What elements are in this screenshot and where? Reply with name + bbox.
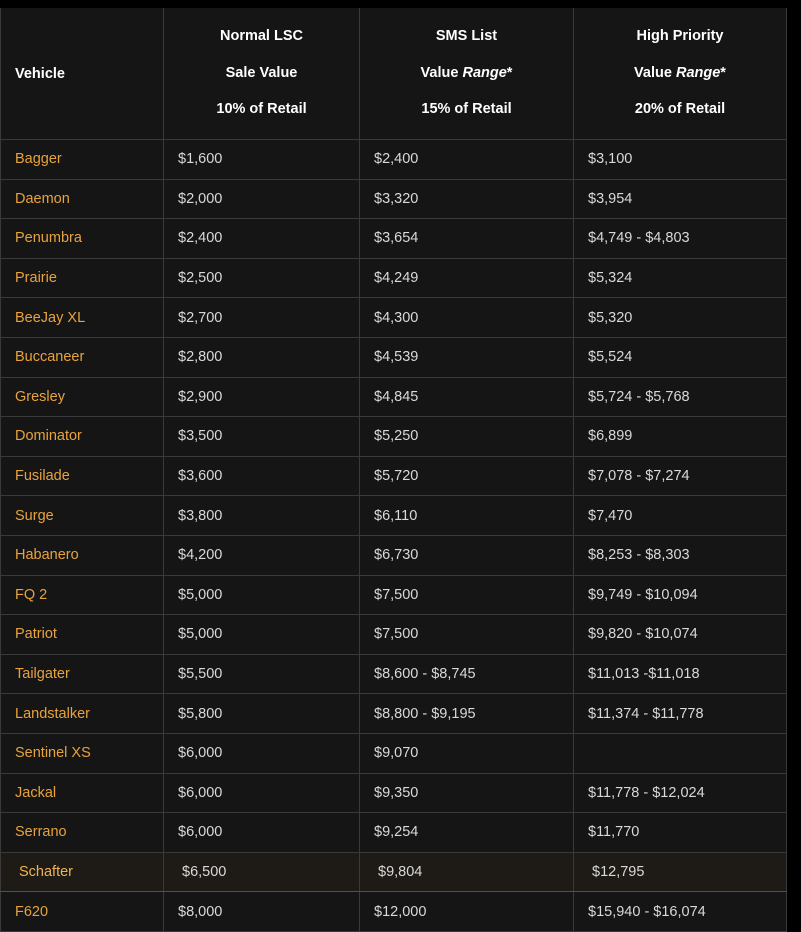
column-header-vehicle — [1, 8, 164, 140]
cell-high-priority-value: $6,899 — [574, 417, 787, 457]
cell-high-priority-value: $5,320 — [574, 298, 787, 338]
cell-high-priority-value: $5,524 — [574, 337, 787, 377]
cell-sms-list-value: $7,500 — [360, 615, 574, 655]
cell-sms-list-value: $4,300 — [360, 298, 574, 338]
cell-vehicle-name: Daemon — [1, 179, 164, 219]
cell-sms-list-value: $5,250 — [360, 417, 574, 457]
column-header-sms-list-line3: 15% of Retail — [421, 101, 512, 118]
cell-sms-list-value: $8,800 - $9,195 — [360, 694, 574, 734]
cell-sms-list-value: $3,654 — [360, 219, 574, 259]
cell-normal-lsc-value: $2,400 — [164, 219, 360, 259]
cell-vehicle-name: BeeJay XL — [1, 298, 164, 338]
table-row — [1, 654, 787, 694]
cell-vehicle-name: Dominator — [1, 417, 164, 457]
cell-high-priority-value: $3,954 — [574, 179, 787, 219]
cell-high-priority-value: $12,795 — [574, 852, 787, 892]
cell-high-priority-value: $9,749 - $10,094 — [574, 575, 787, 615]
cell-sms-list-value: $5,720 — [360, 456, 574, 496]
cell-normal-lsc-value: $2,500 — [164, 258, 360, 298]
vehicle-value-table-container — [0, 8, 786, 932]
cell-vehicle-name: Buccaneer — [1, 337, 164, 377]
cell-normal-lsc-value: $2,800 — [164, 337, 360, 377]
cell-normal-lsc-value: $2,700 — [164, 298, 360, 338]
table-row — [1, 852, 787, 892]
column-header-normal-lsc — [164, 8, 360, 140]
table-row — [1, 298, 787, 338]
cell-sms-list-value: $2,400 — [360, 140, 574, 180]
cell-sms-list-value: $6,110 — [360, 496, 574, 536]
cell-vehicle-name: Tailgater — [1, 654, 164, 694]
cell-normal-lsc-value: $5,000 — [164, 575, 360, 615]
cell-high-priority-value: $5,724 - $5,768 — [574, 377, 787, 417]
cell-normal-lsc-value: $6,500 — [164, 852, 360, 892]
column-header-normal-lsc-line1: Normal LSC — [220, 27, 303, 44]
cell-normal-lsc-value: $1,600 — [164, 140, 360, 180]
column-header-high-priority — [574, 8, 787, 140]
table-row — [1, 258, 787, 298]
cell-vehicle-name: Bagger — [1, 140, 164, 180]
table-row — [1, 219, 787, 259]
table-row — [1, 733, 787, 773]
cell-vehicle-name: Gresley — [1, 377, 164, 417]
cell-normal-lsc-value: $8,000 — [164, 892, 360, 932]
cell-normal-lsc-value: $4,200 — [164, 535, 360, 575]
table-body — [1, 140, 787, 932]
table-row — [1, 773, 787, 813]
cell-vehicle-name: Schafter — [1, 852, 164, 892]
cell-high-priority-value — [574, 733, 787, 773]
cell-sms-list-value: $8,600 - $8,745 — [360, 654, 574, 694]
cell-sms-list-value: $9,070 — [360, 733, 574, 773]
table-row — [1, 417, 787, 457]
cell-normal-lsc-value: $5,500 — [164, 654, 360, 694]
cell-vehicle-name: Serrano — [1, 813, 164, 853]
cell-normal-lsc-value: $5,800 — [164, 694, 360, 734]
cell-high-priority-value: $11,013 -$11,018 — [574, 654, 787, 694]
cell-normal-lsc-value: $6,000 — [164, 773, 360, 813]
cell-vehicle-name: FQ 2 — [1, 575, 164, 615]
cell-high-priority-value: $7,078 - $7,274 — [574, 456, 787, 496]
cell-sms-list-value: $7,500 — [360, 575, 574, 615]
column-header-vehicle-label: Vehicle — [15, 65, 65, 82]
cell-vehicle-name: Landstalker — [1, 694, 164, 734]
cell-high-priority-value: $11,770 — [574, 813, 787, 853]
table-row — [1, 179, 787, 219]
cell-sms-list-value: $12,000 — [360, 892, 574, 932]
table-row — [1, 575, 787, 615]
table-row — [1, 456, 787, 496]
cell-normal-lsc-value: $2,000 — [164, 179, 360, 219]
cell-sms-list-value: $9,254 — [360, 813, 574, 853]
cell-normal-lsc-value: $3,500 — [164, 417, 360, 457]
cell-vehicle-name: Habanero — [1, 535, 164, 575]
column-header-normal-lsc-line2: Sale Value — [225, 64, 298, 81]
table-row — [1, 615, 787, 655]
table-row — [1, 694, 787, 734]
cell-normal-lsc-value: $2,900 — [164, 377, 360, 417]
cell-sms-list-value: $3,320 — [360, 179, 574, 219]
column-header-high-priority-line1: High Priority — [636, 27, 724, 44]
cell-high-priority-value: $7,470 — [574, 496, 787, 536]
cell-vehicle-name: Penumbra — [1, 219, 164, 259]
table-row — [1, 813, 787, 853]
cell-vehicle-name: Sentinel XS — [1, 733, 164, 773]
table-row — [1, 140, 787, 180]
column-header-normal-lsc-line3: 10% of Retail — [216, 101, 307, 118]
cell-high-priority-value: $11,778 - $12,024 — [574, 773, 787, 813]
cell-high-priority-value: $3,100 — [574, 140, 787, 180]
cell-high-priority-value: $11,374 - $11,778 — [574, 694, 787, 734]
table-header — [1, 8, 787, 140]
cell-sms-list-value: $9,350 — [360, 773, 574, 813]
cell-sms-list-value: $6,730 — [360, 535, 574, 575]
cell-normal-lsc-value: $3,600 — [164, 456, 360, 496]
top-background-strip — [0, 0, 801, 8]
cell-normal-lsc-value: $6,000 — [164, 733, 360, 773]
cell-vehicle-name: Fusilade — [1, 456, 164, 496]
column-header-high-priority-line3: 20% of Retail — [634, 101, 726, 118]
cell-high-priority-value: $5,324 — [574, 258, 787, 298]
cell-normal-lsc-value: $3,800 — [164, 496, 360, 536]
column-header-high-priority-line2: Value Range* — [634, 64, 726, 81]
cell-vehicle-name: Jackal — [1, 773, 164, 813]
cell-high-priority-value: $15,940 - $16,074 — [574, 892, 787, 932]
column-header-sms-list — [360, 8, 574, 140]
cell-vehicle-name: Patriot — [1, 615, 164, 655]
table-row — [1, 496, 787, 536]
table-row — [1, 535, 787, 575]
cell-sms-list-value: $4,845 — [360, 377, 574, 417]
cell-normal-lsc-value: $6,000 — [164, 813, 360, 853]
cell-vehicle-name: F620 — [1, 892, 164, 932]
cell-normal-lsc-value: $5,000 — [164, 615, 360, 655]
table-header-row — [1, 8, 787, 140]
table-row — [1, 337, 787, 377]
right-background-gutter — [786, 0, 801, 920]
cell-sms-list-value: $9,804 — [360, 852, 574, 892]
vehicle-value-table — [0, 8, 787, 932]
cell-high-priority-value: $4,749 - $4,803 — [574, 219, 787, 259]
cell-vehicle-name: Prairie — [1, 258, 164, 298]
table-row — [1, 892, 787, 932]
column-header-sms-list-line1: SMS List — [435, 27, 498, 44]
cell-sms-list-value: $4,539 — [360, 337, 574, 377]
cell-high-priority-value: $9,820 - $10,074 — [574, 615, 787, 655]
cell-high-priority-value: $8,253 - $8,303 — [574, 535, 787, 575]
table-row — [1, 377, 787, 417]
column-header-sms-list-line2: Value Range* — [420, 64, 513, 81]
cell-sms-list-value: $4,249 — [360, 258, 574, 298]
cell-vehicle-name: Surge — [1, 496, 164, 536]
